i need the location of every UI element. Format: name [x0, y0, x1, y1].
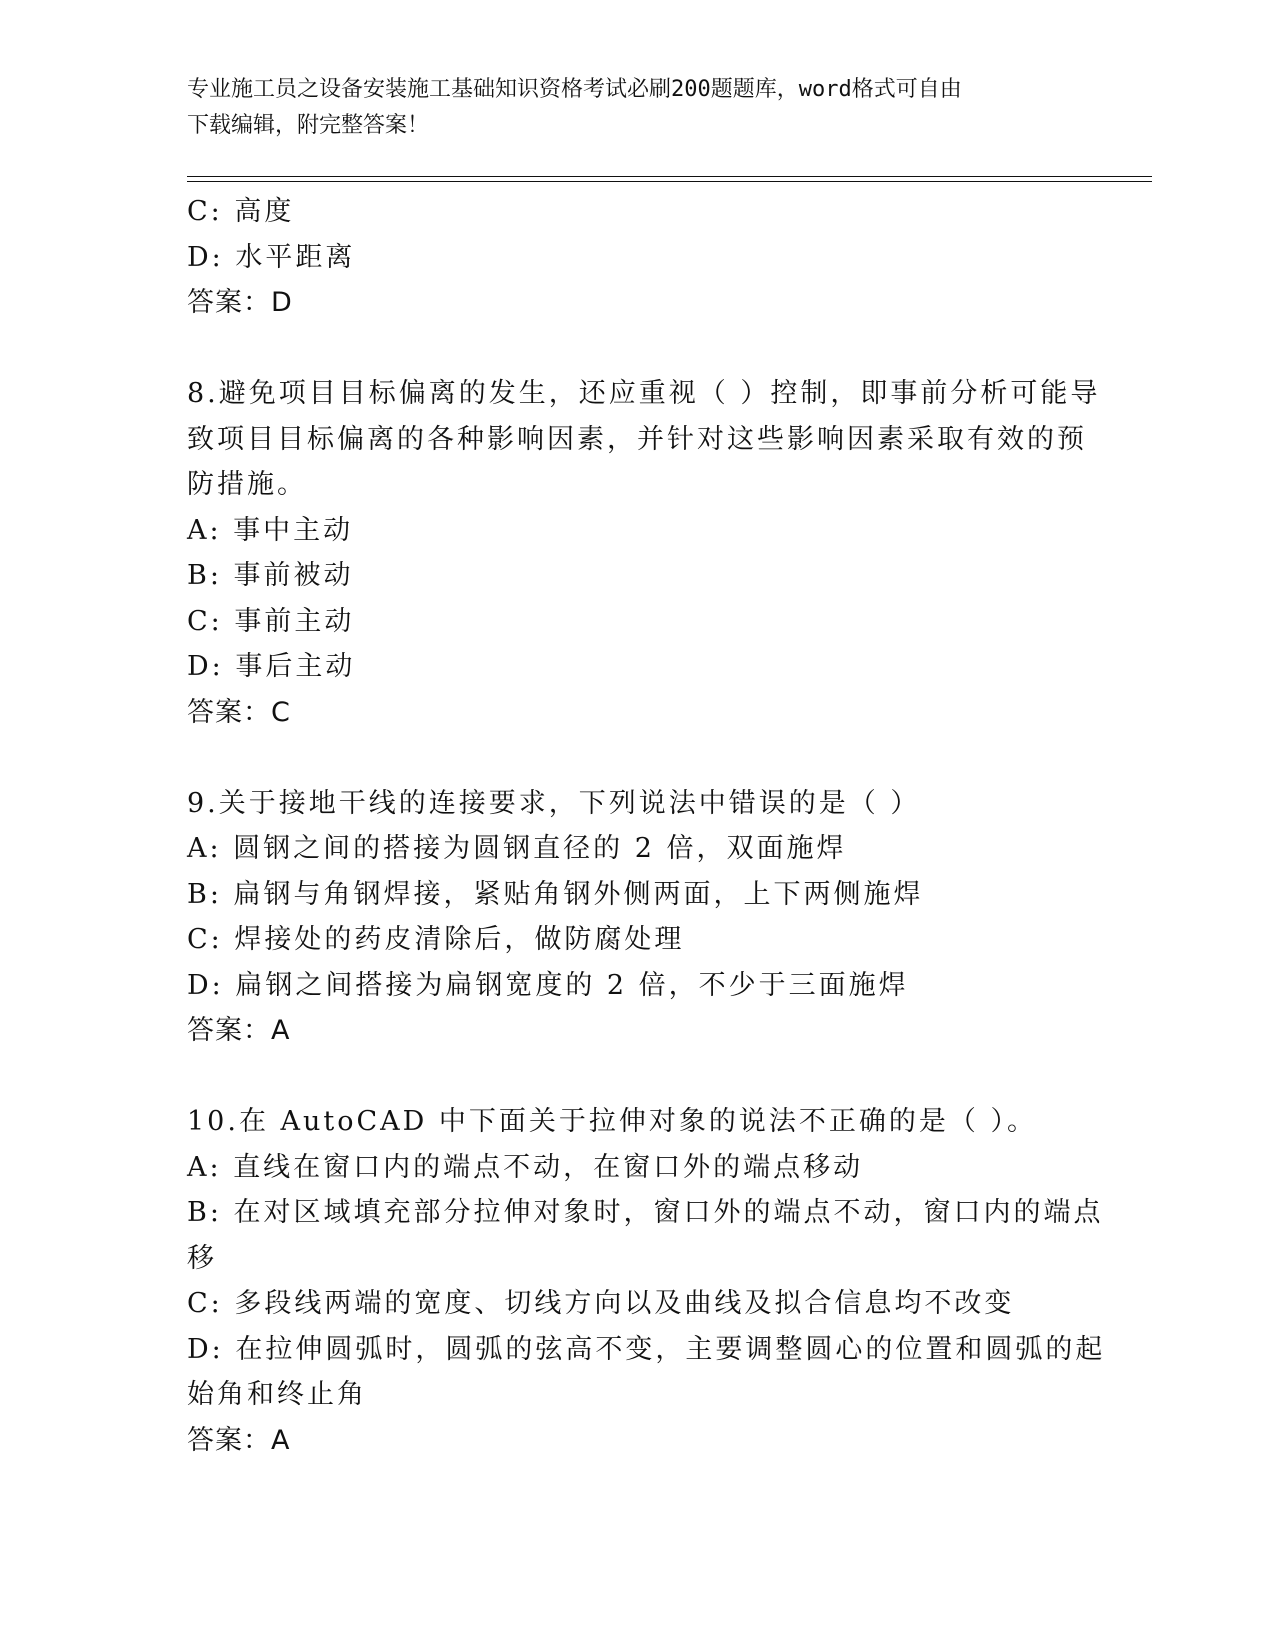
- option-line: C: 事前主动: [187, 605, 355, 637]
- option-line: B: 事前被动: [187, 560, 354, 591]
- header-divider-bottom: [187, 181, 1152, 182]
- option-line: A: 事中主动: [187, 514, 354, 546]
- answer-line: 答案：C: [187, 696, 291, 728]
- option-line: D: 水平距离: [187, 241, 356, 273]
- answer-line: 答案：D: [187, 287, 293, 318]
- header-line-1: 专业施工员之设备安装施工基础知识资格考试必刷200题题库，word格式可自由: [187, 77, 962, 102]
- spacer: [187, 326, 1067, 372]
- answer-line: 答案：A: [187, 1424, 291, 1456]
- option-line: A: 直线在窗口内的端点不动，在窗口外的端点移动: [187, 1151, 864, 1183]
- header-divider-top: [187, 176, 1152, 177]
- question-10: [187, 1099, 1106, 1463]
- spacer: [187, 735, 1067, 781]
- document-header: [187, 72, 1067, 144]
- option-line: B: 在对区域填充部分拉伸对象时，窗口外的端点不动，窗口内的端点: [187, 1197, 1104, 1228]
- question-9: [187, 781, 1067, 1054]
- option-line: C: 多段线两端的宽度、切线方向以及曲线及拟合信息均不改变: [187, 1288, 1015, 1319]
- option-line: C: 焊接处的药皮清除后，做防腐处理: [187, 924, 685, 955]
- answer-line: 答案：A: [187, 1015, 291, 1046]
- question-stem-line: 8.避免项目目标偏离的发生，还应重视（ ）控制，即事前分析可能导: [187, 378, 1101, 409]
- question-stem-line: 防措施。: [187, 469, 307, 500]
- option-line-continued: 始角和终止角: [187, 1379, 367, 1410]
- option-line-continued: 移: [187, 1242, 217, 1274]
- question-stem-line: 10.在 AutoCAD 中下面关于拉伸对象的说法不正确的是（ ）。: [187, 1106, 1037, 1137]
- option-line: D: 事后主动: [187, 651, 356, 682]
- option-line: D: 在拉伸圆弧时，圆弧的弦高不变，主要调整圆心的位置和圆弧的起: [187, 1333, 1106, 1365]
- spacer: [187, 1054, 1067, 1100]
- question-stem-line: 致项目目标偏离的各种影响因素，并针对这些影响因素采取有效的预: [187, 423, 1087, 455]
- option-line: C: 高度: [187, 196, 295, 227]
- question-stem-line: 9.关于接地干线的连接要求，下列说法中错误的是（ ）: [187, 787, 921, 819]
- question-list: [187, 189, 1106, 1463]
- option-line: A: 圆钢之间的搭接为圆钢直径的 2 倍，双面施焊: [187, 833, 847, 864]
- option-line: D: 扁钢之间搭接为扁钢宽度的 2 倍，不少于三面施焊: [187, 969, 909, 1001]
- header-line-2: 下载编辑，附完整答案！: [187, 113, 430, 138]
- question-7-continued: [187, 189, 1067, 326]
- question-8: [187, 371, 1101, 735]
- option-line: B: 扁钢与角钢焊接，紧贴角钢外侧两面，上下两侧施焊: [187, 878, 924, 910]
